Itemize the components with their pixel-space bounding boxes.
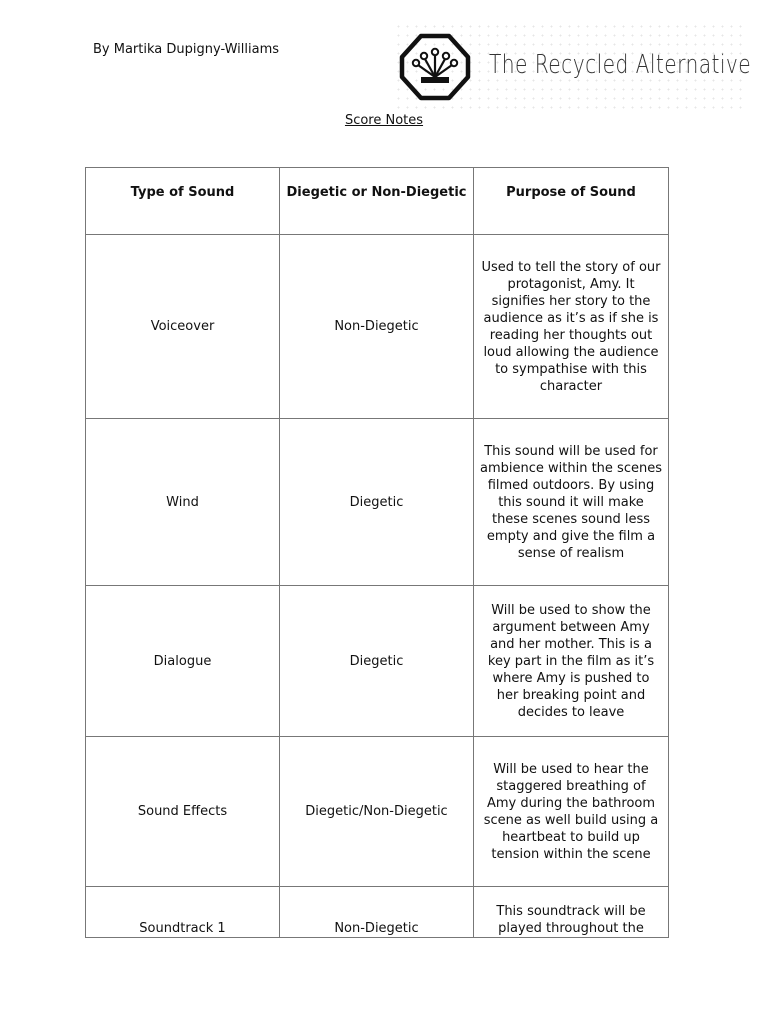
- cell-type: Wind: [86, 419, 280, 586]
- cell-diegetic: Diegetic/Non-Diegetic: [280, 737, 474, 887]
- cell-type: Dialogue: [86, 586, 280, 737]
- logo: [394, 22, 752, 110]
- header-purpose: Purpose of Sound: [474, 168, 669, 235]
- cell-purpose: Will be used to show the argument between Amy and her mother. This is a key part in the film as it’s where Amy is pushed to her breaking point and decides to leave: [474, 586, 669, 737]
- document-title: Score Notes: [344, 113, 424, 128]
- cell-type: Sound Effects: [86, 737, 280, 887]
- cell-diegetic: Diegetic: [280, 419, 474, 586]
- header-type: Type of Sound: [86, 168, 280, 235]
- cell-purpose: This sound will be used for ambience within the scenes filmed outdoors. By using this sound it will make these scenes sound less empty and give the film a sense of realism: [474, 419, 669, 586]
- cell-diegetic: Non-Diegetic: [280, 235, 474, 419]
- table-header-row: [86, 168, 669, 235]
- table-row: [86, 887, 669, 938]
- cell-diegetic: Diegetic: [280, 586, 474, 737]
- table-row: [86, 419, 669, 586]
- crown-icon: [399, 33, 471, 101]
- cell-type: Voiceover: [86, 235, 280, 419]
- cell-purpose: This soundtrack will be played throughout the: [474, 887, 669, 938]
- table-row: [86, 586, 669, 737]
- cell-purpose: Will be used to hear the staggered breathing of Amy during the bathroom scene as well build using a heartbeat to build up tension within the scene: [474, 737, 669, 887]
- cell-purpose: Used to tell the story of our protagonist, Amy. It signifies her story to the audience as it’s as if she is reading her thoughts out loud allowing the audience to sympathise with this character: [474, 235, 669, 419]
- score-table: [85, 167, 669, 938]
- table-row: [86, 737, 669, 887]
- author-byline: By Martika Dupigny-Williams: [93, 42, 280, 57]
- header-diegetic: Diegetic or Non-Diegetic: [280, 168, 474, 235]
- cell-diegetic: Non-Diegetic: [280, 887, 474, 938]
- table-row: [86, 235, 669, 419]
- logo-text: The Recycled Alternative: [489, 50, 752, 80]
- cell-type: Soundtrack 1: [86, 887, 280, 938]
